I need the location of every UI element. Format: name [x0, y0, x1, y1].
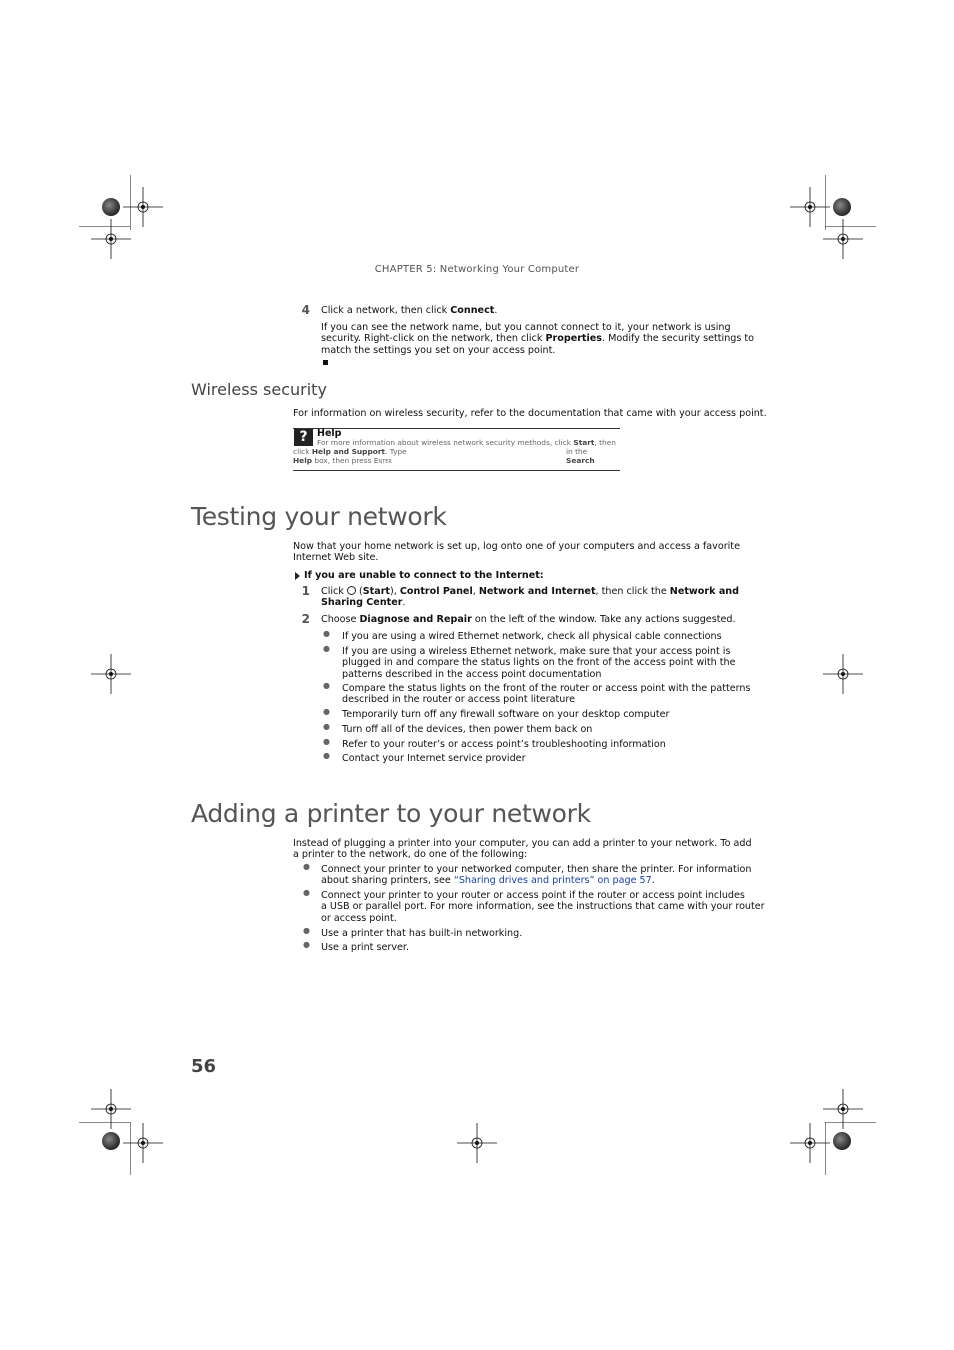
- printer-heading: Adding a printer to your network: [191, 799, 591, 828]
- testing-intro: Now that your home network is set up, log onto one of your computers and access a favorite Internet Web site.: [293, 541, 740, 564]
- troubleshooting-item: If you are using a wireless Ethernet network, make sure that your access point is plugged in and compare the status lights on the front of the access point with the patterns described in the access point documentation: [342, 646, 736, 680]
- bullet: ●: [323, 737, 330, 746]
- printer-option-2: Connect your printer to your router or access point if the router or access point includes a USB or parallel port. For more information, see the instructions that came with your router or access point.: [321, 890, 765, 924]
- registration-ball-icon: [833, 198, 851, 216]
- step-2-text: Choose Diagnose and Repair on the left of the window. Take any actions suggested.: [321, 614, 736, 625]
- crop-line: [79, 1122, 130, 1123]
- registration-target-icon: [457, 1123, 497, 1163]
- registration-target-icon: [823, 654, 863, 694]
- help-title: Help: [317, 428, 342, 439]
- registration-target-icon: [91, 219, 131, 259]
- running-header: CHAPTER 5: Networking Your Computer: [374, 264, 580, 275]
- wireless-intro: For information on wireless security, refer to the documentation that came with your access point.: [293, 408, 767, 419]
- troubleshooting-item: Refer to your router’s or access point’s troubleshooting information: [342, 739, 666, 750]
- registration-ball-icon: [102, 198, 120, 216]
- crop-line: [79, 226, 130, 227]
- end-of-procedure-mark: [323, 360, 328, 365]
- registration-target-icon: [790, 1123, 830, 1163]
- sharing-drives-link[interactable]: “Sharing drives and printers” on page 57: [453, 875, 652, 887]
- troubleshooting-item: Turn off all of the devices, then power them back on: [342, 724, 593, 735]
- help-line-3: Help box, then press Enter: [293, 456, 392, 465]
- registration-target-icon: [123, 1123, 163, 1163]
- crop-line: [825, 175, 826, 230]
- troubleshooting-item: Contact your Internet service provider: [342, 753, 526, 764]
- bullet: ●: [303, 940, 310, 949]
- registration-ball-icon: [833, 1132, 851, 1150]
- registration-target-icon: [823, 219, 863, 259]
- step-4-para: If you can see the network name, but you cannot connect to it, your network is using security. Right-click on the network, then click Properties. Modify the security settings to match the settings you set on your access point.: [321, 322, 755, 356]
- procedure-arrow-icon: [295, 572, 300, 580]
- bullet: ●: [323, 681, 330, 690]
- bullet: ●: [303, 926, 310, 935]
- step-number-4: 4: [301, 303, 310, 317]
- step-number-2: 2: [301, 612, 310, 626]
- start-orb-icon: [347, 586, 356, 595]
- troubleshooting-item: If you are using a wired Ethernet network, check all physical cable connections: [342, 631, 722, 642]
- bullet: ●: [323, 629, 330, 638]
- page-number: 56: [191, 1056, 217, 1077]
- printer-intro: Instead of plugging a printer into your computer, you can add a printer to your network. To add a printer to the network, do one of the following:: [293, 838, 752, 861]
- bullet: ●: [323, 751, 330, 760]
- printer-option-4: Use a print server.: [321, 942, 410, 953]
- procedure-title: If you are unable to connect to the Internet:: [304, 570, 544, 581]
- registration-target-icon: [91, 1089, 131, 1129]
- troubleshooting-item: Compare the status lights on the front of the router or access point with the patterns described in the router or access point literature: [342, 683, 751, 706]
- registration-ball-icon: [102, 1132, 120, 1150]
- help-icon: ?: [294, 429, 313, 446]
- bullet: ●: [323, 722, 330, 731]
- bullet: ●: [323, 707, 330, 716]
- registration-target-icon: [823, 1089, 863, 1129]
- wireless-security-heading: Wireless security: [191, 380, 327, 399]
- crop-line: [130, 175, 131, 230]
- bullet: ●: [323, 644, 330, 653]
- step-number-1: 1: [301, 584, 310, 598]
- step-4-text: Click a network, then click Connect.: [321, 305, 498, 316]
- crop-line: [825, 1122, 876, 1123]
- help-line-2: click Help and Support. Type in the Search: [293, 447, 595, 465]
- registration-target-icon: [91, 654, 131, 694]
- crop-line: [825, 226, 876, 227]
- troubleshooting-item: Temporarily turn off any firewall software on your desktop computer: [342, 709, 670, 720]
- bullet: ●: [303, 862, 310, 871]
- crop-line: [825, 1122, 826, 1175]
- crop-line: [130, 1122, 131, 1175]
- bullet: ●: [303, 888, 310, 897]
- printer-option-1: Connect your printer to your networked computer, then share the printer. For information about sharing printers, see “Sharing drives and printers” on page 57.: [321, 864, 752, 887]
- printer-option-3: Use a printer that has built-in networking.: [321, 928, 523, 939]
- testing-heading: Testing your network: [191, 502, 447, 531]
- step-1-text: Click (Start), Control Panel, Network and Internet, then click the Network and Sharing Center.: [321, 586, 739, 609]
- help-line-1: For more information about wireless network security methods, click Start, then: [317, 438, 616, 447]
